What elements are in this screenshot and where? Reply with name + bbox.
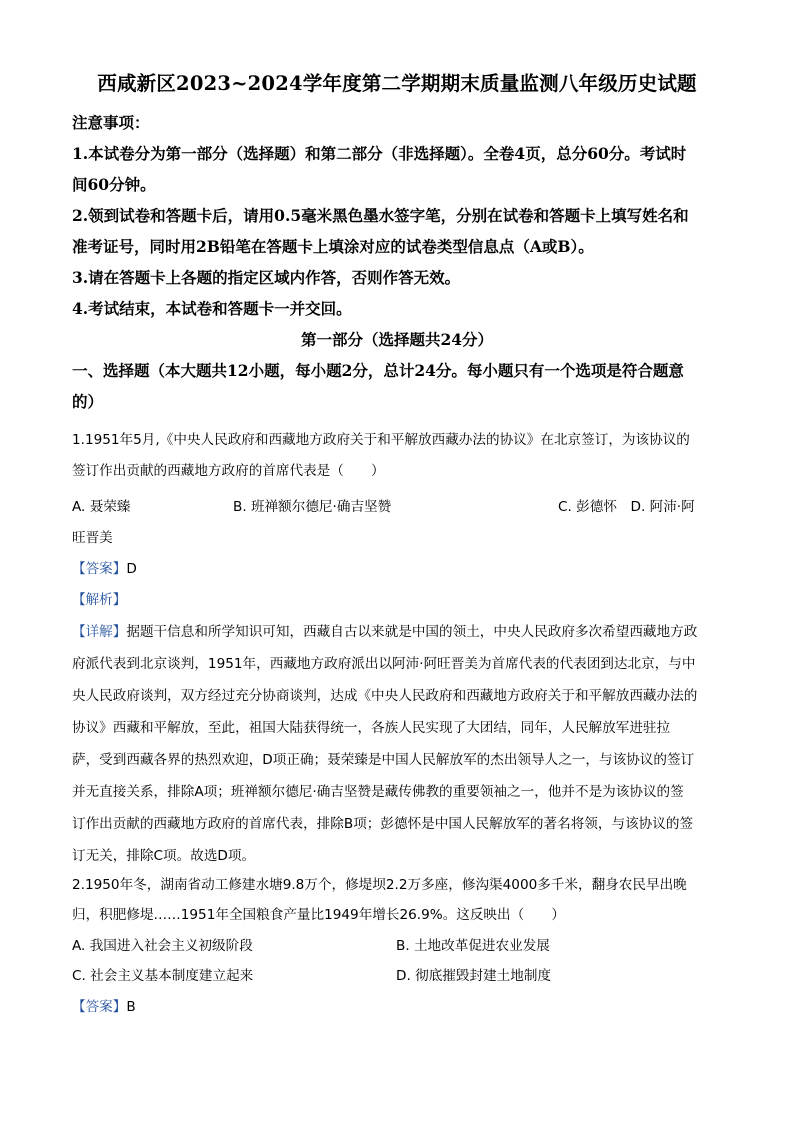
q1-answer bbox=[72, 557, 722, 577]
notes-item: 3.请在答题卡上各题的指定区域内作答，否则作答无效。 bbox=[72, 268, 461, 287]
q1-detail-line: 萨，受到西藏各界的热烈欢迎，D项正确；聂荣臻是中国人民解放军的杰出领导人之一，与该协议的签订 bbox=[72, 752, 695, 768]
answer-tag: 【答案】 bbox=[72, 999, 127, 1015]
exam-title: 西咸新区2023~2024学年度第二学期期末质量监测八年级历史试题 bbox=[97, 72, 697, 95]
q2-option-d: D. 彻底摧毁封建土地制度 bbox=[396, 968, 552, 984]
q2-answer bbox=[72, 995, 722, 1015]
q1-detail-line: 府派代表到北京谈判，1951年，西藏地方政府派出以阿沛·阿旺晋美为首席代表的代表团到达北京，与中 bbox=[72, 656, 696, 672]
answer-value: B bbox=[126, 999, 136, 1015]
part-one-heading: 第一部分（选择题共24分） bbox=[300, 330, 494, 349]
q1-option-a: A. 聂荣臻 bbox=[72, 499, 131, 515]
answer-tag: 【答案】 bbox=[72, 561, 127, 577]
notes-heading: 注意事项： bbox=[72, 113, 150, 132]
notes-item: 间60分钟。 bbox=[72, 175, 156, 194]
q2-stem-line1: 2.1950年冬，湖南省动工修建水塘9.8万个，修堤坝2.2万多座，修沟渠4000多千米，翻身农民早出晚 bbox=[72, 877, 687, 893]
q1-detail-line: 订作出贡献的西藏地方政府的首席代表，排除B项；彭德怀是中国人民解放军的著名将领，与该协议的签 bbox=[72, 816, 694, 832]
notes-item: 准考证号，同时用2B铅笔在答题卡上填涂对应的试卷类型信息点（A或B）。 bbox=[72, 237, 594, 256]
q1-option-d-cont: 旺晋美 bbox=[72, 530, 113, 546]
q1-detail-line: 并无直接关系，排除A项；班禅额尔德尼·确吉坚赞是藏传佛教的重要领袖之一，他并不是为该协议的签 bbox=[72, 784, 684, 800]
detail-tag: 【详解】 bbox=[72, 624, 127, 640]
q1-stem-line2: 签订作出贡献的西藏地方政府的首席代表是（ ） bbox=[72, 463, 385, 479]
analysis-tag: 【解析】 bbox=[72, 592, 127, 608]
q1-detail-line bbox=[72, 620, 722, 640]
q2-stem-line2: 归，积肥修堤……1951年全国粮食产量比1949年增长26.9%。这反映出（ ） bbox=[72, 907, 565, 923]
detail-text: 据题干信息和所学知识可知，西藏自古以来就是中国的领土，中央人民政府多次希望西藏地方政 bbox=[126, 624, 698, 640]
notes-item: 4.考试结束，本试卷和答题卡一并交回。 bbox=[72, 299, 352, 318]
q1-option-cd: C. 彭德怀 D. 阿沛·阿 bbox=[558, 499, 695, 515]
q1-detail-line: 央人民政府谈判，双方经过充分协商谈判，达成《中央人民政府和西藏地方政府关于和平解放西藏办法的 bbox=[72, 688, 698, 704]
q2-option-c: C. 社会主义基本制度建立起来 bbox=[72, 968, 254, 984]
section-heading-line1: 一、选择题（本大题共12小题，每小题2分，总计24分。每小题只有一个选项是符合题意 bbox=[72, 361, 684, 380]
q1-analysis-tag bbox=[72, 588, 722, 608]
q2-option-b: B. 土地改革促进农业发展 bbox=[396, 938, 550, 954]
q1-detail-line: 订无关，排除C项。故选D项。 bbox=[72, 848, 256, 864]
q2-option-a: A. 我国进入社会主义初级阶段 bbox=[72, 938, 253, 954]
q1-stem-line1: 1.1951年5月,《中央人民政府和西藏地方政府关于和平解放西藏办法的协议》在北京签订，为该协议的 bbox=[72, 432, 690, 448]
section-heading-line2: 的） bbox=[72, 392, 104, 411]
q1-detail-line: 协议》西藏和平解放，至此，祖国大陆获得统一，各族人民实现了大团结，同年，人民解放军进驻拉 bbox=[72, 720, 671, 736]
q1-option-b: B. 班禅额尔德尼·确吉坚赞 bbox=[233, 499, 392, 515]
answer-value: D bbox=[126, 561, 137, 577]
notes-item: 1.本试卷分为第一部分（选择题）和第二部分（非选择题）。全卷4页，总分60分。考试时 bbox=[72, 144, 687, 163]
notes-item: 2.领到试卷和答题卡后，请用0.5毫米黑色墨水签字笔，分别在试卷和答题卡上填写姓名和 bbox=[72, 206, 689, 225]
